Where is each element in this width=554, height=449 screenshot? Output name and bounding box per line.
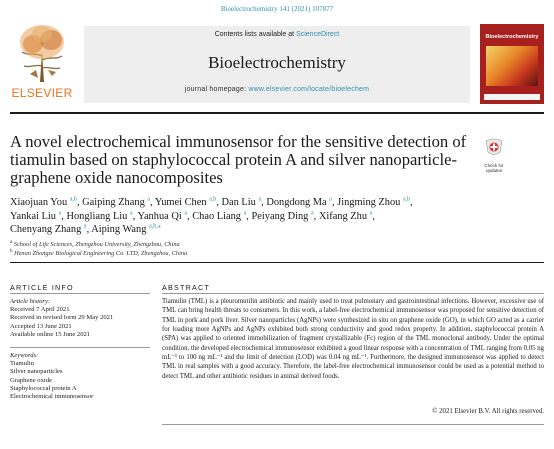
crossmark-label-line: updates bbox=[485, 168, 502, 173]
publisher-wordmark: ELSEVIER bbox=[11, 86, 73, 100]
cover-image bbox=[486, 46, 538, 86]
journal-title[interactable]: Bioelectrochemistry bbox=[208, 53, 346, 72]
author-affiliation-mark[interactable]: a bbox=[310, 210, 314, 217]
journal-homepage bbox=[84, 86, 470, 93]
title-line: graphene oxide nanocomposites bbox=[10, 168, 223, 187]
article-history bbox=[10, 298, 150, 339]
author-name[interactable]: Yankai Liu bbox=[10, 210, 56, 222]
contents-line bbox=[84, 31, 470, 38]
author-name[interactable]: Jingming Zhou bbox=[337, 197, 401, 208]
author-name[interactable]: Chenyang Zhang bbox=[10, 224, 82, 235]
keyword: Graphene oxide bbox=[10, 376, 52, 384]
keyword: Tiamulin bbox=[10, 360, 34, 368]
keyword: Electrochemical immunosensor bbox=[10, 393, 94, 401]
keyword: Staphylococcal protein A bbox=[10, 384, 77, 392]
title-line: tiamulin based on staphylococcal protein A and silver nanoparticle- bbox=[10, 150, 457, 169]
abstract-bottom-divider bbox=[162, 424, 544, 425]
journal-citation[interactable]: Bioelectrochemistry 141 (2021) 107877 bbox=[220, 5, 334, 13]
affiliation-divider bbox=[10, 262, 544, 263]
affiliation-mark: b bbox=[10, 249, 13, 254]
keyword: Silver nanoparticles bbox=[10, 368, 63, 376]
keywords-label: Keywords: bbox=[10, 352, 39, 359]
crossmark-label-line: Check for bbox=[484, 163, 504, 168]
homepage-url-link[interactable]: www.elsevier.com/locate/bioelechem bbox=[248, 86, 370, 93]
author-affiliation-mark[interactable]: a bbox=[130, 210, 133, 217]
author-name[interactable]: Peiyang Ding bbox=[251, 210, 309, 222]
author-affiliation-mark[interactable]: a bbox=[258, 196, 262, 203]
author-name[interactable]: Yumei Chen bbox=[154, 197, 207, 208]
homepage-prefix: journal homepage: bbox=[184, 86, 249, 93]
author-line: Chenyang Zhang $^a$, Aiping Wang $^{a,b,⁎}$ bbox=[10, 223, 161, 235]
author-affiliation-mark[interactable]: a,b bbox=[69, 196, 77, 203]
cover-band bbox=[484, 94, 540, 100]
affiliation-text: Henan Zhongze Biological Engineering Co. LTD, Zhengzhou, China bbox=[14, 250, 188, 258]
author-affiliation-mark[interactable]: a bbox=[243, 210, 247, 217]
author-affiliation-mark[interactable]: a bbox=[329, 196, 332, 203]
author-name[interactable]: Dongdong Ma bbox=[266, 197, 327, 208]
author-affiliation-mark[interactable]: a,b bbox=[209, 196, 217, 203]
abstract-heading: ABSTRACT bbox=[162, 283, 210, 292]
copyright-notice: © 2021 Elsevier B.V. All rights reserved. bbox=[432, 408, 544, 415]
author-affiliation-mark[interactable]: a bbox=[58, 210, 62, 217]
author-name[interactable]: Dan Liu bbox=[221, 197, 256, 208]
affiliation-mark: a bbox=[10, 240, 13, 245]
journal-cover-thumbnail[interactable] bbox=[480, 24, 544, 104]
crossmark-icon bbox=[482, 138, 506, 158]
check-for-updates-button[interactable] bbox=[479, 138, 509, 172]
elsevier-logo[interactable] bbox=[10, 22, 74, 102]
author-affiliation-mark[interactable]: a bbox=[369, 210, 373, 217]
author-name[interactable]: Hongliang Liu bbox=[66, 210, 128, 222]
author-affiliation-mark[interactable]: a,b bbox=[402, 196, 411, 203]
cover-title: Bioelectrochemistry bbox=[485, 34, 539, 40]
author-affiliation-mark[interactable]: a bbox=[83, 223, 87, 230]
author-name[interactable]: Xiaojuan You bbox=[10, 197, 68, 208]
author-affiliation-mark[interactable]: a bbox=[147, 196, 151, 203]
article-info-divider bbox=[10, 293, 150, 294]
author-name[interactable]: Gaiping Zhang bbox=[82, 197, 145, 208]
check-for-updates-label bbox=[479, 163, 509, 173]
contents-prefix: Contents lists available at bbox=[214, 31, 297, 38]
author-list bbox=[10, 196, 480, 237]
history-item: Accepted 13 June 2021 bbox=[10, 322, 72, 330]
author-name[interactable]: Aiping Wang bbox=[91, 224, 147, 235]
keywords bbox=[10, 352, 150, 401]
title-line: A novel electrochemical immunosensor for the sensitive detection of bbox=[10, 132, 467, 151]
author-line: Yankai Liu $^a$, Hongliang Liu $^a$, Yanhua Qi $^a$, Chao Liang $^a$, Peiyang Ding $^a$, Xifang Zhu $^a$, bbox=[10, 210, 375, 222]
abstract-text: Tiamulin (TML) is a pleuromutilin antibiotic and mainly used to treat pulmonary and gastrointestinal infections. However, excessive use of TML can bring health threats to consumers. In this work, a label-free electrochemical immunosensor was proposed for sensitive detection of TML in pork and pork liver. Silver nanoparticles (AgNPs) were synthesized in situ on graphene oxide (GO), in which GO acted as a carrier for loading more AgNPs and AgNPs exhibited both strong conductivity and good redox property. In addition, staphylococcal protein A (SPA) was applied to oriented immobilization of fragment crystallizable (Fc) region of the TML monoclonal antibody. Under the optimal condition, the developed electrochemical immunosensor exhibited a good linear response with a concentration of TML ranging from 0.05 ng mL⁻¹ to 100 ng mL⁻¹ and the limit of detection (LOD) was 0.04 ng mL⁻¹. Furthermore, the designed immunosensor was applied to detect TML in real samples with a good accuracy. Therefore, the label-free electrochemical immunosensor could be used as a potential method to detect TML and other antibiotic residues in animal derived foods. bbox=[162, 298, 544, 380]
author-affiliation-mark[interactable]: a,b,⁎ bbox=[149, 223, 161, 230]
author-affiliation-mark[interactable]: a bbox=[184, 210, 188, 217]
header-divider bbox=[10, 112, 544, 114]
elsevier-tree-icon bbox=[16, 22, 68, 84]
author-line: Xiaojuan You $^{a,b}$, Gaiping Zhang $^a$, Yumei Chen $^{a,b}$, Dan Liu $^a$, Dongdong Ma $^a$, Jingming Zhou $^{a,b}$, bbox=[10, 196, 413, 208]
history-item: Received in revised form 29 May 2021 bbox=[10, 314, 114, 322]
affiliation-b bbox=[10, 249, 187, 257]
history-item: Received 7 April 2021 bbox=[10, 306, 70, 314]
keywords-divider bbox=[10, 347, 150, 348]
affiliation-text: School of Life Sciences, Zhengzhou University, Zhengzhou, China bbox=[13, 241, 180, 249]
journal-masthead bbox=[84, 26, 470, 103]
sciencedirect-link[interactable]: ScienceDirect bbox=[296, 31, 340, 38]
affiliation-a bbox=[10, 240, 180, 248]
article-info-heading: ARTICLE INFO bbox=[10, 283, 74, 292]
article-title bbox=[10, 133, 470, 187]
author-name[interactable]: Xifang Zhu bbox=[318, 210, 368, 222]
history-label: Article history: bbox=[10, 298, 51, 305]
history-item: Available online 15 June 2021 bbox=[10, 330, 91, 338]
author-name[interactable]: Yanhua Qi bbox=[137, 210, 182, 222]
abstract-divider bbox=[162, 293, 544, 294]
author-name[interactable]: Chao Liang bbox=[192, 210, 242, 222]
